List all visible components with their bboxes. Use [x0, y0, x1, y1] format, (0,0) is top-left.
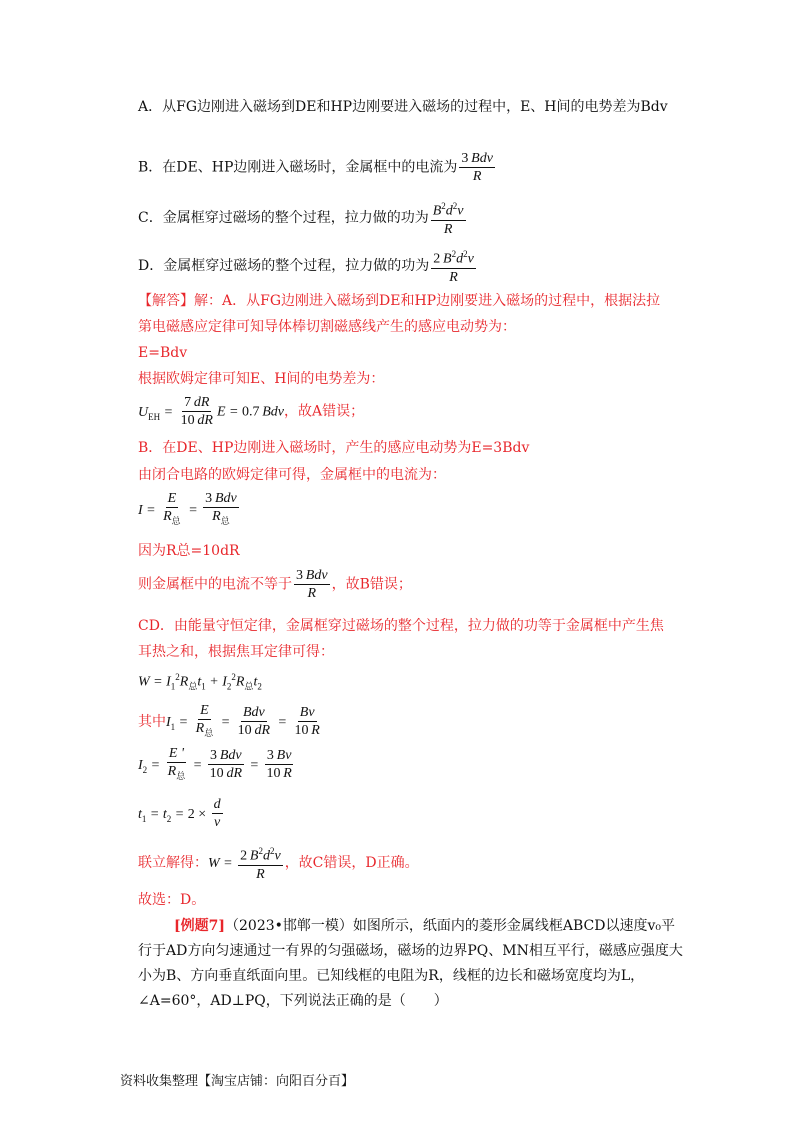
example-tag: [例题7] [174, 918, 225, 934]
solution-line-2: 第电磁感应定律可知导体棒切割磁感线产生的感应电动势为： [138, 319, 516, 335]
solution-answer: 故选：D。 [138, 892, 206, 908]
formula-i-eq: I = $\frac{E}{R_总}$ = $\frac{\text{3 Bdv}}{R_总}$ [138, 491, 237, 526]
formula-ueh: $U_{EH}$ = $\frac{7 dR}{10 dR}$ E = 0.7 Bdv，故A错误； [138, 395, 365, 428]
formula-i2: $I_2$ = $\frac{E '}{R_总}$ = $\frac{\text{3 Bdv}}{10 dR}$ = $\frac{3 Bv}{10 R}$ [138, 746, 292, 782]
solution-line-13-tail: ，故C错误，D正确。 [284, 854, 419, 871]
footer-note: 资料收集整理【淘宝店铺：向阳百分百】 [120, 1074, 355, 1089]
example-text: （2023•邯郸一模）如图所示，纸面内的菱形金属线框ABCD以速度v₀平行于AD方向匀速通过一有界的匀强磁场，磁场的边界PQ、MN相互平行，磁感应强度大小为B、方向垂直纸面向里。已知线框的电阻为R，线框的边长和磁场宽度均为L，∠A=60°，AD⊥PQ，下列说法正确的是（ ） [138, 918, 683, 1009]
formula-w-result: 联立解得：W = $\frac{2 B^2d^2v}{R}$ ，故C错误，D正确。 [138, 843, 419, 883]
option-b-text: B．在DE、HP边刚进入磁场时，金属框中的电流为 [138, 159, 458, 176]
solution-line-12-head: 其中 [138, 713, 166, 730]
solution-line-4: 根据欧姆定律可知E、H间的电势差为： [138, 371, 385, 387]
option-d-text: D．金属框穿过磁场的整个过程，拉力做的功为 [138, 257, 430, 274]
example-7 [138, 914, 686, 1014]
formula-i1: 其中$I_1$ = $\frac{E}{R_总}$ = $\frac{\text{Bdv}}{10 dR}$ = $\frac{Bv}{10 R}$ [138, 703, 320, 739]
option-a: A．从FG边刚进入磁场到DE和HP边刚要进入磁场的过程中，E、H间的电势差为Bdv [138, 99, 668, 115]
formula-2b2d2v-over-r: $\frac{2 B^2d^2v}{R}$ [431, 246, 476, 286]
solution-line-5-tail: ，故A错误； [284, 403, 365, 420]
solution-line-6: B．在DE、HP边刚进入磁场时，产生的感应电动势为E=3Bdv [138, 440, 530, 456]
option-c [138, 198, 468, 238]
solution-line-13-head: 联立解得： [138, 854, 208, 871]
solution-line-1: 【解答】解：A．从FG边刚进入磁场到DE和HP边刚要进入磁场的过程中，根据法拉 [138, 293, 661, 309]
formula-3bdv-over-r: $\frac{\text{3 Bdv}}{R}$ [461, 151, 493, 184]
option-b [138, 150, 497, 185]
option-c-text: C．金属框穿过磁场的整个过程，拉力做的功为 [138, 209, 429, 226]
formula-b2d2v-over-r: $\frac{B^2d^2v}{R}$ [431, 198, 466, 238]
solution-line-8: 因为R总=10dR [138, 543, 240, 559]
formula-w-sum: $W = I_1^2R_总t_1 + I_2^2R_总t_2$ [138, 672, 262, 692]
solution-line-10: CD．由能量守恒定律，金属框穿过磁场的整个过程，拉力做的功等于金属框中产生焦 [138, 618, 664, 634]
solution-line-9-head: 则金属框中的电流不等于 [138, 576, 292, 593]
option-d [138, 246, 478, 286]
formula-t1-t2: $t_1 = t_2 = 2$ × $\frac{d}{v}$ [138, 797, 221, 830]
solution-line-11: 耳热之和，根据焦耳定律可得： [138, 644, 334, 660]
solution-line-7: 由闭合电路的欧姆定律可得，金属框中的电流为： [138, 467, 446, 483]
solution-line-9: 则金属框中的电流不等于 $\frac{\text{3 Bdv}}{R}$ ，故B错误； [138, 568, 412, 601]
solution-line-9-tail: ，故B错误； [331, 576, 412, 593]
solution-line-3: E=Bdv [138, 345, 188, 361]
